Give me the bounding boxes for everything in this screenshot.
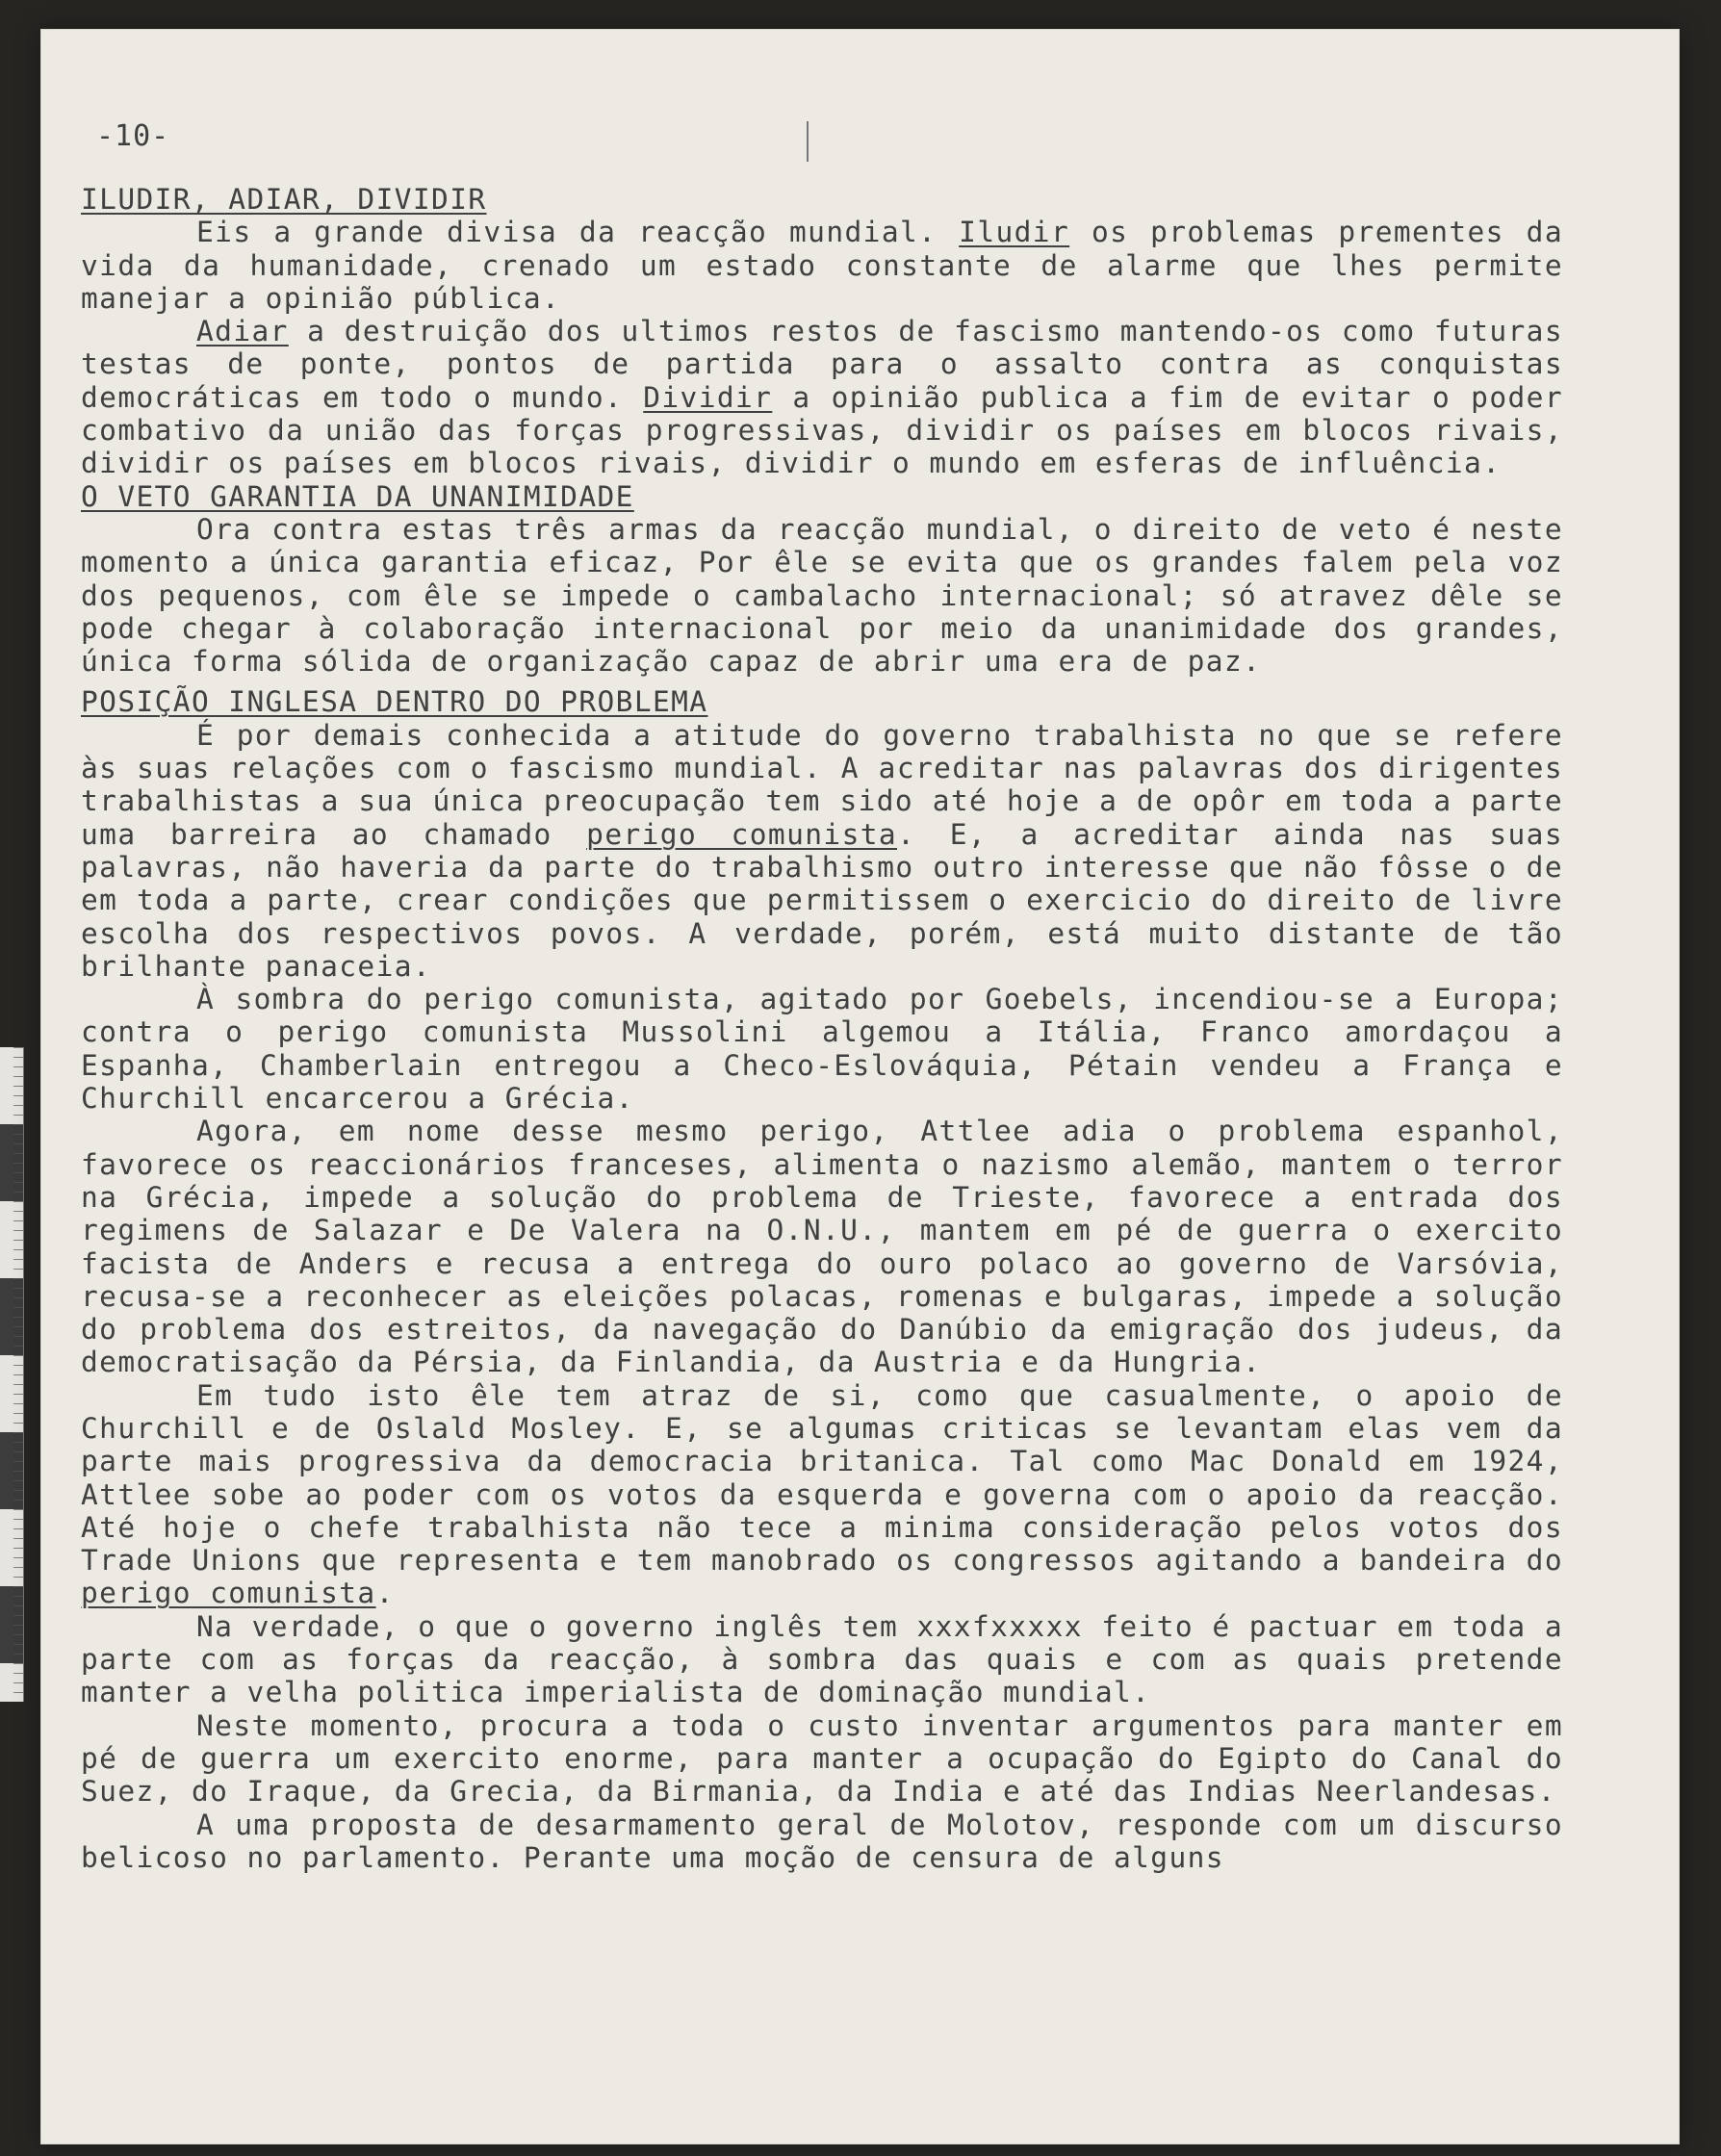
paragraph — [81, 315, 1563, 479]
paragraph: Ora contra estas três armas da reacção mundial, o direito de veto é neste momento a única garantia eficaz, Por êle se evita que os grandes falem pela voz dos pequenos, com êle se impede o cambalacho internacional; só atravez dêle se pode chegar à colaboração internacional por meio da unanimidade dos grandes, única forma sólida de organização capaz de abrir uma era de paz. — [81, 512, 1563, 679]
paragraph — [81, 719, 1563, 983]
underlined-phrase: perigo comunista — [586, 817, 898, 851]
paragraph: Agora, em nome desse mesmo perigo, Attlee adia o problema espanhol, favorece os reaccionários franceses, alimenta o nazismo alemão, mantem o terror na Grécia, impede a solução do problema de Trieste, favorece a entrada dos regimens de Salazar e De Valera na O.N.U., mantem em pé de guerra o exercito facista de Anders e recusa a entrega do ouro polaco ao governo de Varsóvia, recusa-se a reconhecer as eleições polacas, romenas e bulgaras, impede a solução do problema dos estreitos, da navegação do Danúbio da emigração dos judeus, da democratisação da Pérsia, da Finlandia, da Austria e da Hungria. — [81, 1115, 1563, 1379]
paragraph-text: Eis a grande divisa da reacção mundial. — [196, 216, 960, 249]
scale-ruler-ticks — [13, 1047, 23, 1702]
underlined-word: Iludir — [959, 216, 1070, 249]
section-heading-veto: O VETO GARANTIA DA UNANIMIDADE — [81, 479, 634, 513]
paragraph-text: os problemas prementes da vida da humanidade, crenado um estado constante de alarme que lhes permite manejar a opinião pública. — [81, 216, 1563, 315]
underlined-phrase: perigo comunista — [81, 1577, 376, 1610]
paragraph: Neste momento, procura a toda o custo inventar argumentos para manter em pé de guerra um exercito enorme, para manter a ocupação do Egipto do Canal do Suez, do Iraque, da Grecia, da Birmania, da India e até das Indias Neerlandesas. — [81, 1708, 1563, 1809]
paragraph — [81, 1379, 1563, 1610]
paragraph-text: Em tudo isto êle tem atraz de si, como que casualmente, o apoio de Churchill e de Oslald Mosley. E, se algumas criticas se levantam elas vem da parte mais progressiva da democracia britanica. Tal como Mac Donald em 1924, Attlee sobe ao poder com os votos da esquerda e governa com o apoio da reacção. Até hoje o chefe trabalhista não tece a minima consideração pelos votos dos Trade Unions que representa e tem manobrado os congressos agitando a bandeira do — [81, 1378, 1563, 1578]
page-number: -10- — [96, 119, 170, 153]
paragraph-text: . E, a acreditar ainda nas suas palavras, não haveria da parte do trabalhismo outro interesse que não fôsse o de em toda a parte, crear condições que permitissem o exercicio do direito de livre escolha dos respectivos povos. A verdade, porém, está muito distante de tão brilhante panaceia. — [81, 817, 1563, 983]
section-heading-iludir: ILUDIR, ADIAR, DIVIDIR — [81, 183, 487, 216]
paragraph-text: a destruição dos ultimos restos de fascismo mantendo-os como futuras testas de ponte, pontos de partida para o assalto contra as conquistas democráticas em todo o mundo. — [81, 315, 1563, 414]
paragraph — [81, 216, 1563, 315]
stray-pencil-mark — [807, 121, 809, 162]
paragraph: A uma proposta de desarmamento geral de Molotov, responde com um discurso belicoso no parlamento. Perante uma moção de censura de alguns — [81, 1808, 1563, 1874]
paragraph-text: É por demais conhecida a atitude do governo trabalhista no que se refere às suas relações com o fascismo mundial. A acreditar nas palavras dos dirigentes trabalhistas a sua única preocupação tem sido até hoje a de opôr em toda a parte uma barreira ao chamado — [81, 718, 1563, 851]
underlined-word: Adiar — [196, 315, 289, 348]
underlined-word: Dividir — [643, 380, 773, 414]
document-body — [81, 183, 1563, 1874]
section-heading-posicao-inglesa: POSIÇÃO INGLESA DENTRO DO PROBLEMA — [81, 685, 708, 719]
paragraph-text: . — [375, 1577, 395, 1610]
paragraph: Na verdade, o que o governo inglês tem xxxfxxxxx feito é pactuar em toda a parte com as forças da reacção, à sombra das quais e com as quais pretende manter a velha politica imperialista de dominação mundial. — [81, 1609, 1563, 1709]
paragraph: À sombra do perigo comunista, agitado por Goebels, incendiou-se a Europa; contra o perigo comunista Mussolini algemou a Itália, Franco amordaçou a Espanha, Chamberlain entregou a Checo-Eslováquia, Pétain vendeu a França e Churchill encarcerou a Grécia. — [81, 983, 1563, 1116]
paragraph-text: a opinião publica a fim de evitar o poder combativo da união das forças progressivas, dividir os países em blocos rivais, dividir os países em blocos rivais, dividir o mundo em esferas de influência. — [81, 380, 1563, 480]
